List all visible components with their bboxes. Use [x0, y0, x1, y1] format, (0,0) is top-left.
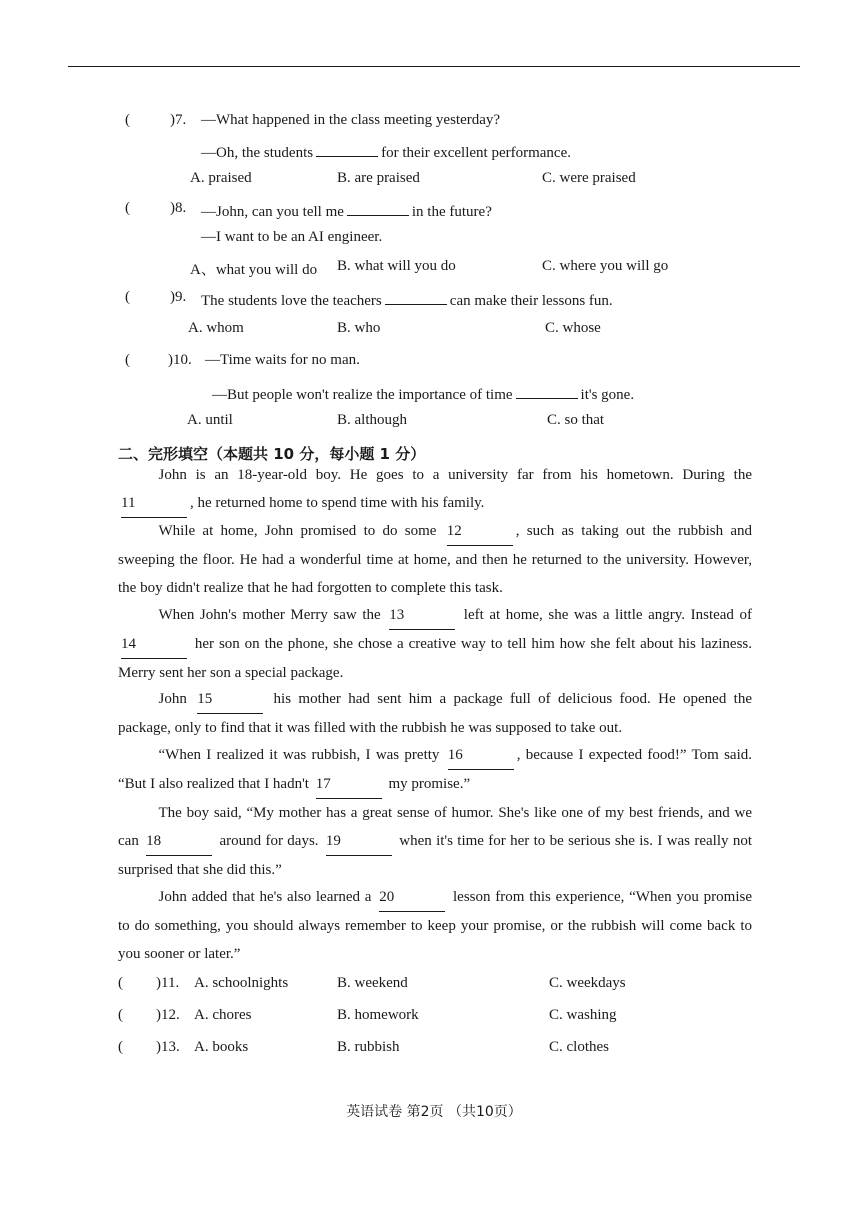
paragraph-text: around for days.: [215, 833, 323, 849]
option-b: B. rubbish: [337, 1039, 400, 1055]
cloze-blank-11: 11: [121, 489, 187, 518]
cloze-blank-18: 18: [146, 827, 212, 856]
paragraph-text: , he returned home to spend time with his family.: [190, 495, 485, 511]
question-stem: —What happened in the class meeting yesterday?: [201, 112, 501, 128]
stem-text: —John, can you tell me: [201, 204, 344, 220]
option-c: C. so that: [547, 412, 605, 428]
paragraph-text: While at home, John promised to do some: [158, 523, 444, 539]
cloze-paragraph-2: [118, 517, 752, 602]
option-c: C. clothes: [549, 1039, 609, 1055]
answer-paren: (: [125, 352, 130, 368]
paragraph-text: lesson from this experience, “When you promise to do something, you should always remember to keep your promise, or the rubbish will come back to you sooner or later.”: [118, 889, 752, 962]
paragraph-text: when it's time for her to be serious she is. I was really not surprised that she did this.”: [118, 833, 753, 878]
paragraph-text: his mother had sent him a package full of delicious food. He opened the package, only to find that it was filled with the rubbish he was supposed to take out.: [118, 691, 752, 736]
paragraph-text: , such as taking out the rubbish and sweeping the floor. He had a wonderful time at home, and then he returned to the university. However, the boy didn't realize that he had forgotten to complete this task.: [118, 523, 752, 596]
paragraph-text: left at home, she was a little angry. Instead of: [458, 607, 752, 623]
stem-text: it's gone.: [580, 387, 635, 403]
cloze-blank-16: 16: [448, 741, 514, 770]
section-heading: 二、完形填空（本题共 10 分，每小题 1 分）: [118, 445, 426, 463]
question-stem: —Time waits for no man.: [205, 352, 360, 368]
cloze-blank-15: 15: [197, 685, 263, 714]
question-stem: [201, 289, 613, 310]
paragraph-text: When John's mother Merry saw the: [158, 607, 387, 623]
paragraph-text: her son on the phone, she chose a creative way to tell him how she felt about his laziness. Merry sent her son a special package.: [118, 636, 752, 681]
answer-paren: (: [118, 1007, 123, 1023]
question-number: )12.: [156, 1007, 180, 1023]
answer-paren: (: [118, 1039, 123, 1055]
option-b: B. homework: [337, 1007, 419, 1023]
page-footer: 英语试卷 第2页 （共10页）: [346, 1104, 522, 1120]
cloze-paragraph-3: [118, 601, 752, 687]
stem-text: The students love the teachers: [201, 293, 382, 309]
cloze-blank-14: 14: [121, 630, 187, 659]
answer-paren: (: [125, 200, 130, 216]
stem-text: in the future?: [411, 204, 492, 220]
cloze-paragraph-1: [118, 461, 752, 518]
cloze-blank-17: 17: [316, 770, 382, 799]
option-b: B. who: [337, 320, 381, 336]
paragraph-text: John added that he's also learned a: [158, 889, 377, 905]
option-c: C. where you will go: [542, 258, 669, 274]
option-b: B. although: [337, 412, 407, 428]
cloze-blank-19: 19: [326, 827, 392, 856]
option-c: C. weekdays: [549, 975, 626, 991]
question-number: )13.: [156, 1039, 180, 1055]
answer-blank: [347, 200, 409, 216]
stem-text: —Oh, the students: [201, 145, 314, 161]
option-a: A. whom: [188, 320, 244, 336]
question-stem: [201, 200, 492, 221]
stem-text: —But people won't realize the importance of time: [212, 387, 513, 403]
paragraph-text: my promise.”: [384, 776, 471, 792]
paragraph-text: “When I realized it was rubbish, I was pretty: [158, 747, 445, 763]
question-stem: —I want to be an AI engineer.: [201, 229, 383, 245]
stem-text: can make their lessons fun.: [449, 293, 613, 309]
question-number: )10.: [168, 352, 192, 368]
answer-blank: [385, 289, 447, 305]
cloze-paragraph-6: [118, 799, 752, 884]
question-number: )11.: [156, 975, 180, 991]
paragraph-text: , because I expected food!” Tom said. “But I also realized that I hadn't: [118, 747, 752, 792]
option-b: B. what will you do: [337, 258, 456, 274]
option-a: A. schoolnights: [194, 975, 289, 991]
option-b: B. are praised: [337, 170, 420, 186]
top-rule: [68, 66, 800, 67]
question-number: )9.: [170, 289, 187, 305]
stem-text: for their excellent performance.: [381, 145, 571, 161]
option-a: A. books: [194, 1039, 249, 1055]
option-c: C. washing: [549, 1007, 617, 1023]
question-stem: [212, 383, 634, 404]
question-number: )7.: [170, 112, 187, 128]
option-b: B. weekend: [337, 975, 408, 991]
cloze-paragraph-5: [118, 741, 752, 799]
option-a: A. until: [187, 412, 233, 428]
option-c: C. whose: [545, 320, 601, 336]
question-number: )8.: [170, 200, 187, 216]
option-a: A、what you will do: [190, 262, 318, 278]
cloze-blank-20: 20: [379, 883, 445, 912]
option-a: A. praised: [190, 170, 252, 186]
answer-paren: (: [118, 975, 123, 991]
question-stem: [201, 141, 571, 162]
cloze-paragraph-4: [118, 685, 752, 742]
option-c: C. were praised: [542, 170, 636, 186]
answer-paren: (: [125, 289, 130, 305]
paragraph-text: John: [158, 691, 195, 707]
answer-blank: [316, 141, 378, 157]
answer-blank: [516, 383, 578, 399]
option-a: A. chores: [194, 1007, 252, 1023]
cloze-paragraph-7: [118, 883, 752, 968]
cloze-blank-12: 12: [447, 517, 513, 546]
paragraph-text: The boy said, “My mother has a great sense of humor. She's like one of my best friends, and we can: [118, 805, 752, 849]
cloze-blank-13: 13: [389, 601, 455, 630]
paragraph-text: John is an 18-year-old boy. He goes to a university far from his hometown. During the: [158, 467, 752, 483]
answer-paren: (: [125, 112, 130, 128]
